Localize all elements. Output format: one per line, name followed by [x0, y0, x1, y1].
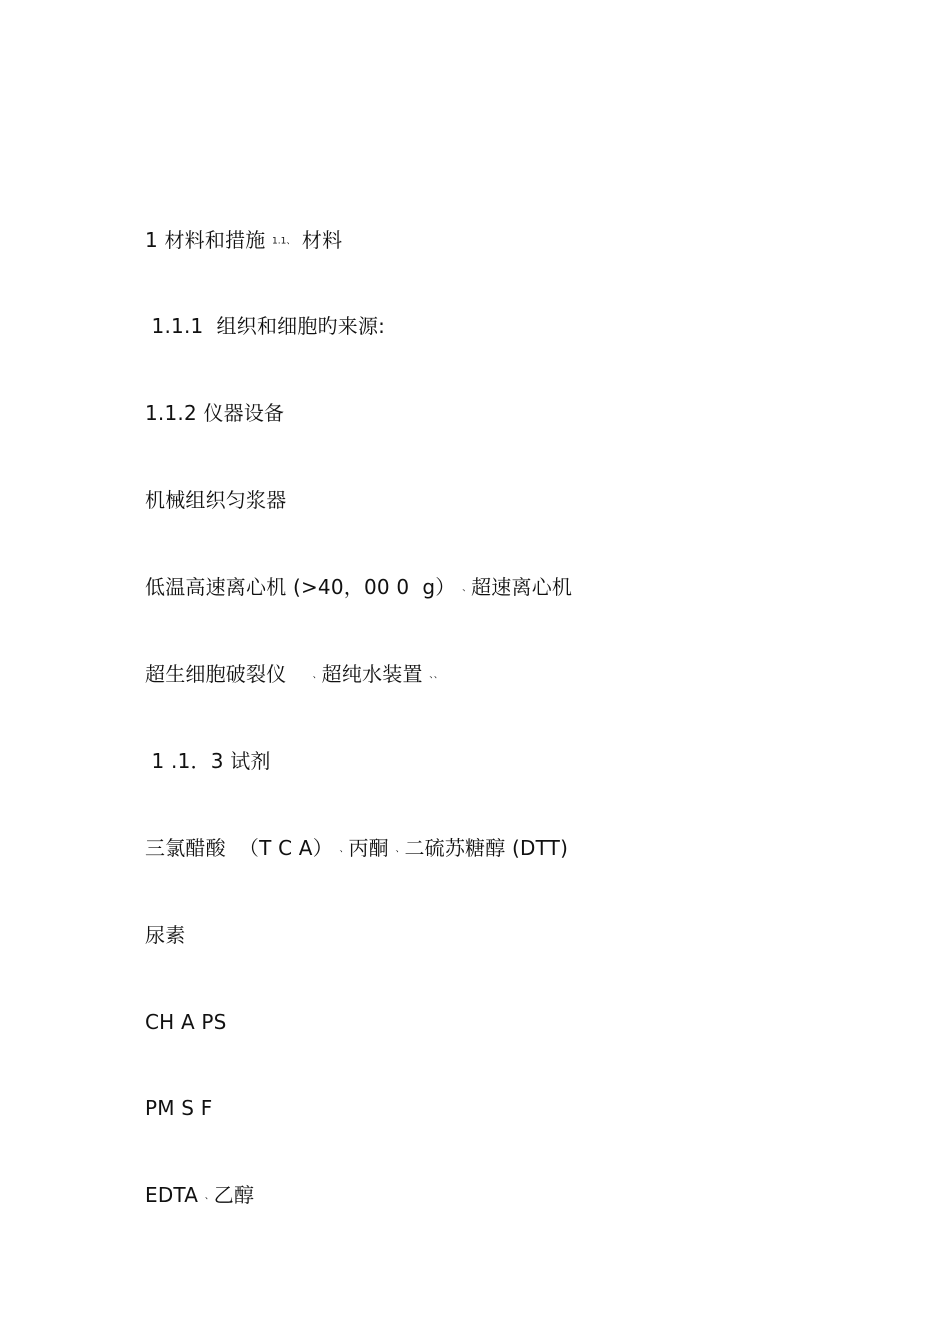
- equipment-text: 超速离心机: [471, 575, 573, 599]
- reagent-text: 二硫苏糖醇 (DTT): [404, 836, 569, 860]
- equipment-text: 低温高速离心机 (>40，00 0 g）: [145, 575, 463, 599]
- reagent-text: 乙醇: [213, 1183, 255, 1207]
- heading-tail: 材料: [295, 228, 343, 252]
- separator-mark: 、、: [429, 670, 443, 681]
- reagent-item-5: [145, 1183, 254, 1209]
- heading-subnumber: 1.1、: [272, 236, 296, 247]
- equipment-item-2: [145, 575, 572, 601]
- reagent-text: EDTA: [145, 1183, 205, 1207]
- separator-mark: 、: [339, 844, 349, 855]
- heading-main: 1 材料和措施: [145, 228, 266, 252]
- equipment-text: 超生细胞破裂仪: [145, 662, 313, 686]
- equipment-text: 超纯水装置: [321, 662, 430, 686]
- section-heading-1-1-3: 1 .1．3 试剂: [145, 749, 271, 773]
- reagent-text: 三氯醋酸 （T C A）: [145, 836, 340, 860]
- separator-mark: 、: [462, 583, 472, 594]
- reagent-text: 丙酮: [348, 836, 396, 860]
- equipment-item-3: [145, 662, 443, 688]
- section-heading-1-1-1: 1.1.1 组织和细胞旳来源:: [145, 314, 386, 338]
- section-heading-1: [145, 228, 342, 254]
- equipment-item-1: 机械组织匀浆器: [145, 488, 287, 512]
- separator-mark: 、: [395, 844, 405, 855]
- reagent-item-1: [145, 836, 568, 862]
- reagent-item-4: PM S F: [145, 1096, 213, 1120]
- separator-mark: 、: [204, 1191, 214, 1202]
- reagent-item-2: 尿素: [145, 923, 186, 947]
- section-heading-1-1-2: 1.1.2 仪器设备: [145, 401, 285, 425]
- reagent-item-3: CH A PS: [145, 1010, 227, 1034]
- separator-mark: 、: [312, 670, 322, 681]
